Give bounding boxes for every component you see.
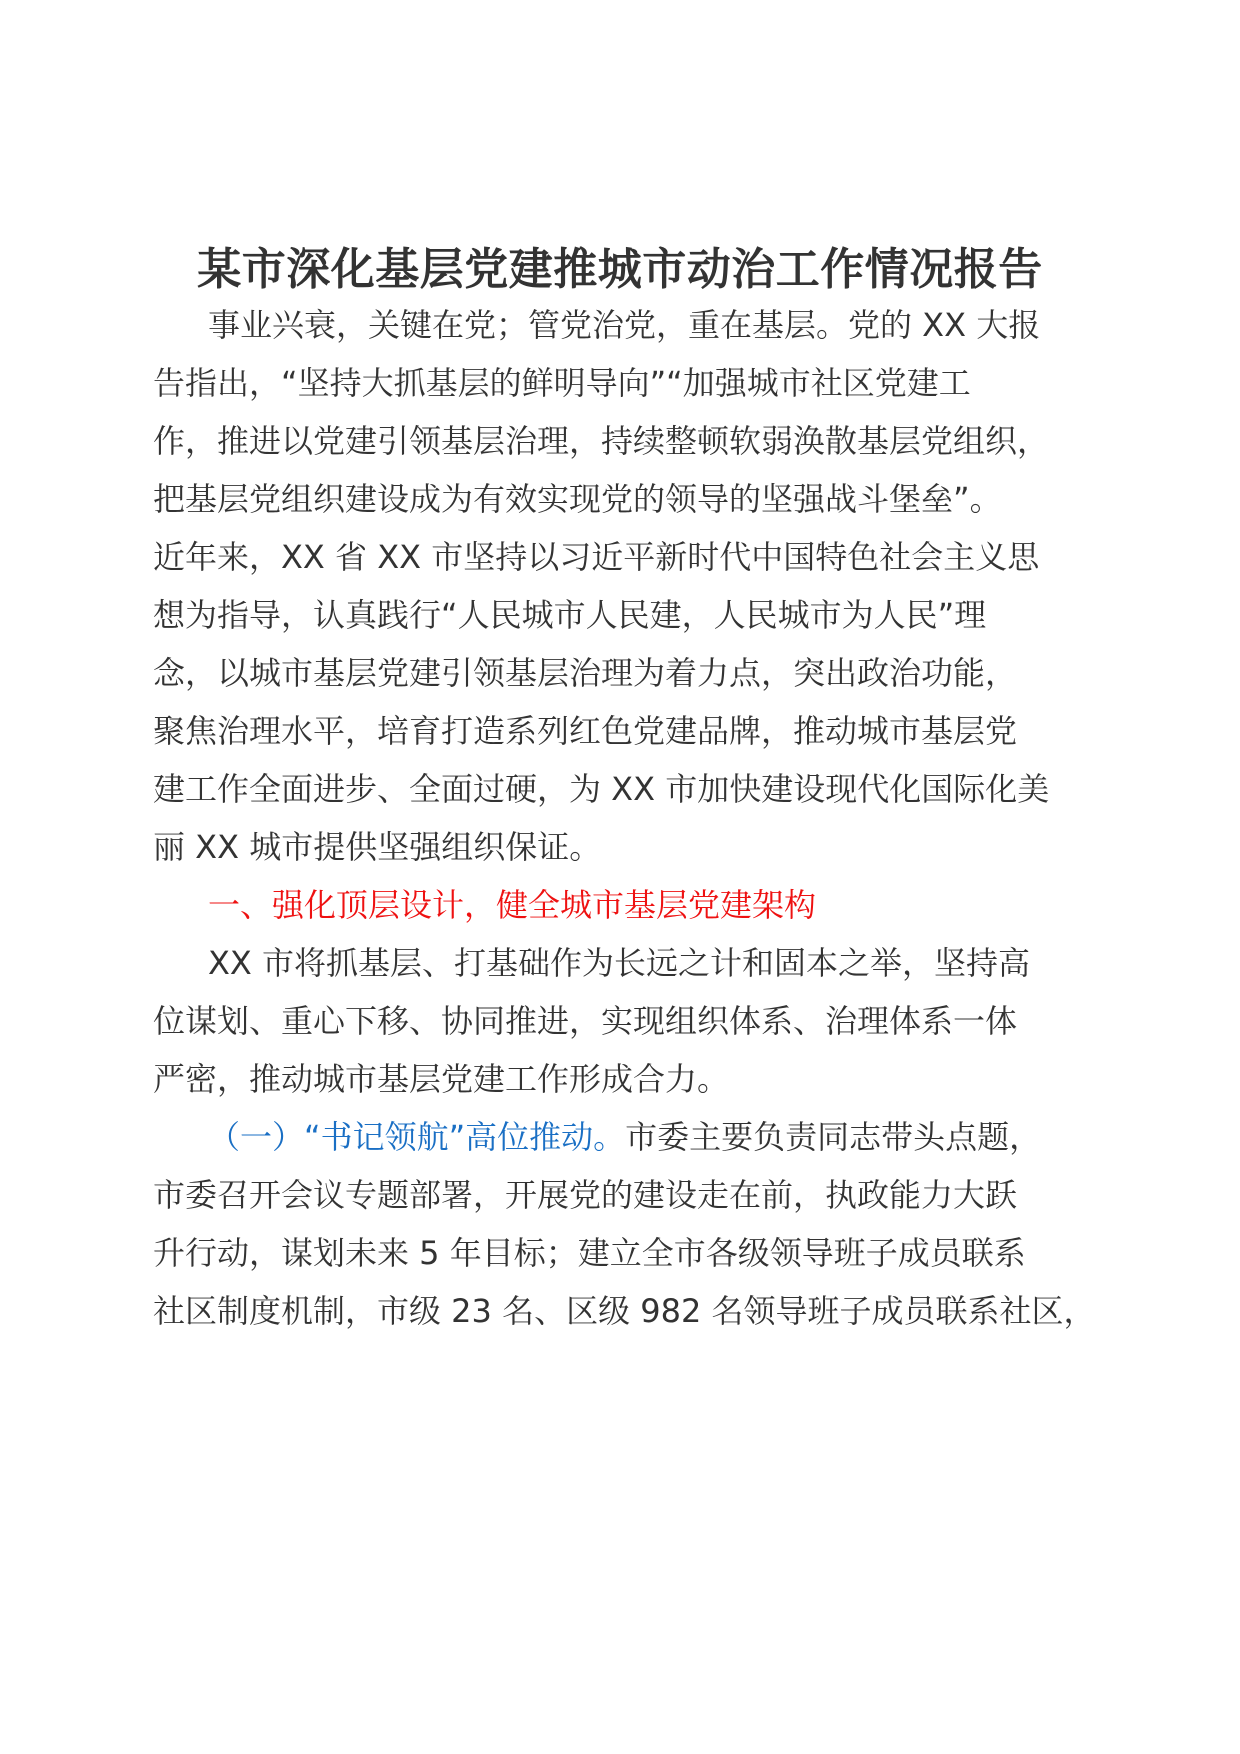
intro-line-8: 聚焦治理水平，培育打造系列红色党建品牌，推动城市基层党 xyxy=(153,712,1018,750)
intro-line-6: 想为指导，认真践行“人民城市人民建，人民城市为人民”理 xyxy=(153,596,987,634)
intro-line-7: 念，以城市基层党建引领基层治理为着力点，突出政治功能， xyxy=(153,654,1018,692)
intro-line-4: 把基层党组织建设成为有效实现党的领导的坚强战斗堡垒”。 xyxy=(153,480,1002,518)
subsection1-line-3: 升行动，谋划未来 5 年目标；建立全市各级领导班子成员联系 xyxy=(153,1234,1026,1272)
subsection1-line-1-rest: 市委主要负责同志带头点题， xyxy=(625,1118,1042,1156)
intro-line-10: 丽 XX 城市提供坚强组织保证。 xyxy=(153,828,602,866)
document-title: 某市深化基层党建推城市动治工作情况报告 xyxy=(197,244,1043,295)
section1-line-3: 严密，推动城市基层党建工作形成合力。 xyxy=(153,1060,730,1098)
intro-line-3: 作，推进以党建引领基层治理，持续整顿软弱涣散基层党组织， xyxy=(153,422,1050,460)
intro-line-9: 建工作全面进步、全面过硬，为 XX 市加快建设现代化国际化美 xyxy=(153,770,1050,808)
subsection-heading-1: （一）“书记领航”高位推动。 xyxy=(208,1118,626,1156)
section-heading-1: 一、强化顶层设计，健全城市基层党建架构 xyxy=(208,886,817,924)
intro-line-2: 告指出，“坚持大抓基层的鲜明导向”“加强城市社区党建工 xyxy=(153,364,971,402)
intro-line-5: 近年来，XX 省 XX 市坚持以习近平新时代中国特色社会主义思 xyxy=(153,538,1040,576)
subsection1-line-2: 市委召开会议专题部署，开展党的建设走在前，执政能力大跃 xyxy=(153,1176,1018,1214)
intro-line-1: 事业兴衰，关键在党；管党治党，重在基层。党的 XX 大报 xyxy=(208,306,1041,344)
subsection1-line-4: 社区制度机制，市级 23 名、区级 982 名领导班子成员联系社区， xyxy=(153,1292,1096,1330)
section1-line-2: 位谋划、重心下移、协同推进，实现组织体系、治理体系一体 xyxy=(153,1002,1018,1040)
subsection1-first-line xyxy=(208,1108,1041,1166)
section1-line-1: XX 市将抓基层、打基础作为长远之计和固本之举，坚持高 xyxy=(208,944,1031,982)
